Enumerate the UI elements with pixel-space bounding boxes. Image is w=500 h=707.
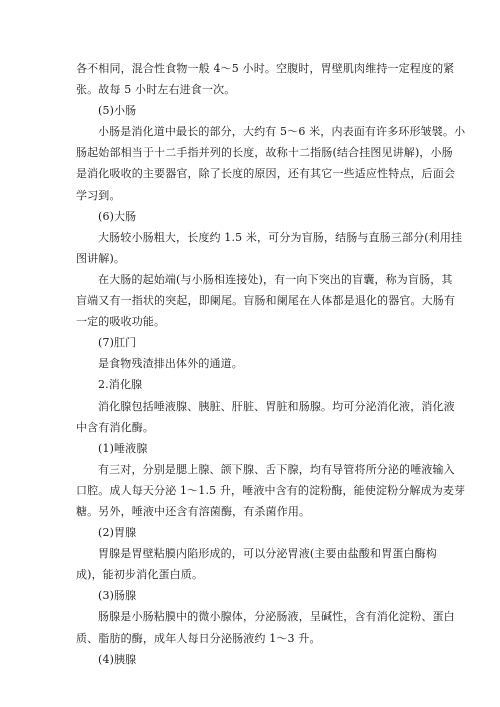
text-line: 图讲解)。: [76, 251, 126, 265]
text-line: 是消化吸收的主要器官，除了长度的原因，还有其它一些适应性特点，后面会: [76, 167, 456, 181]
text-line: (1)唾液腺: [98, 441, 148, 455]
text-line: 是食物残渣排出体外的通道。: [98, 357, 243, 371]
text-line: 肠腺是小肠粘膜中的微小腺体，分泌肠液，呈碱性，含有消化淀粉、蛋白: [98, 610, 455, 624]
text-line: 学习到。: [76, 188, 121, 202]
text-line: 各不相同，混合性食物一般 4～5 小时。空腹时，胃壁肌肉维持一定程度的紧: [76, 62, 455, 75]
text-line: 质、脂肪的酶，成年人每日分泌肠液约 1～3 升。: [76, 631, 321, 645]
text-line: (6)大肠: [98, 209, 137, 223]
text-line: (7)肛门: [98, 336, 137, 350]
text-line: 肠起始部相当于十二手指并列的长度，故称十二指肠(结合挂图见讲解)，小肠: [76, 146, 453, 160]
text-line: (3)肠腺: [98, 589, 137, 603]
text-line: (5)小肠: [98, 104, 137, 118]
text-line: 消化腺包括唾液腺、胰脏、肝脏、胃脏和肠腺。均可分泌消化液，消化液: [98, 399, 455, 413]
text-line: 2.消化腺: [98, 378, 143, 392]
text-line: (2)胃腺: [98, 526, 137, 540]
text-line: 中含有消化酶。: [76, 420, 155, 434]
document-body: [76, 58, 466, 670]
text-line: 口腔。成人每天分泌 1～1.5 升，唾液中含有的淀粉酶，能使淀粉分解成为麦芽: [76, 483, 466, 497]
text-line: 大肠较小肠粗大，长度约 1.5 米，可分为盲肠，结肠与直肠三部分(利用挂: [98, 230, 463, 244]
text-line: 张。故每 5 小时左右进食一次。: [76, 83, 236, 97]
text-line: 胃腺是胃壁粘膜内陷形成的，可以分泌胃液(主要由盐酸和胃蛋白酶构: [98, 547, 437, 561]
text-line: 在大肠的起始端(与小肠相连接处)，有一向下突出的盲囊，称为盲肠，其: [98, 272, 453, 286]
text-line: 有三对，分别是腮上腺、颌下腺、舌下腺，均有导管将所分泌的唾液输入: [98, 462, 455, 476]
text-line: 小肠是消化道中最长的部分，大约有 5～6 米，内表面有许多环形皱襞。小: [98, 125, 466, 139]
text-line: 成)，能初步消化蛋白质。: [76, 568, 204, 582]
text-line: 盲端又有一指状的突起，即阑尾。盲肠和阑尾在人体都是退化的器官。大肠有: [76, 294, 456, 308]
text-line: (4)胰腺: [98, 652, 137, 666]
text-line: 一定的吸收功能。: [76, 315, 166, 329]
text-line: 糖。另外，唾液中还含有溶菌酶，有杀菌作用。: [76, 504, 311, 518]
